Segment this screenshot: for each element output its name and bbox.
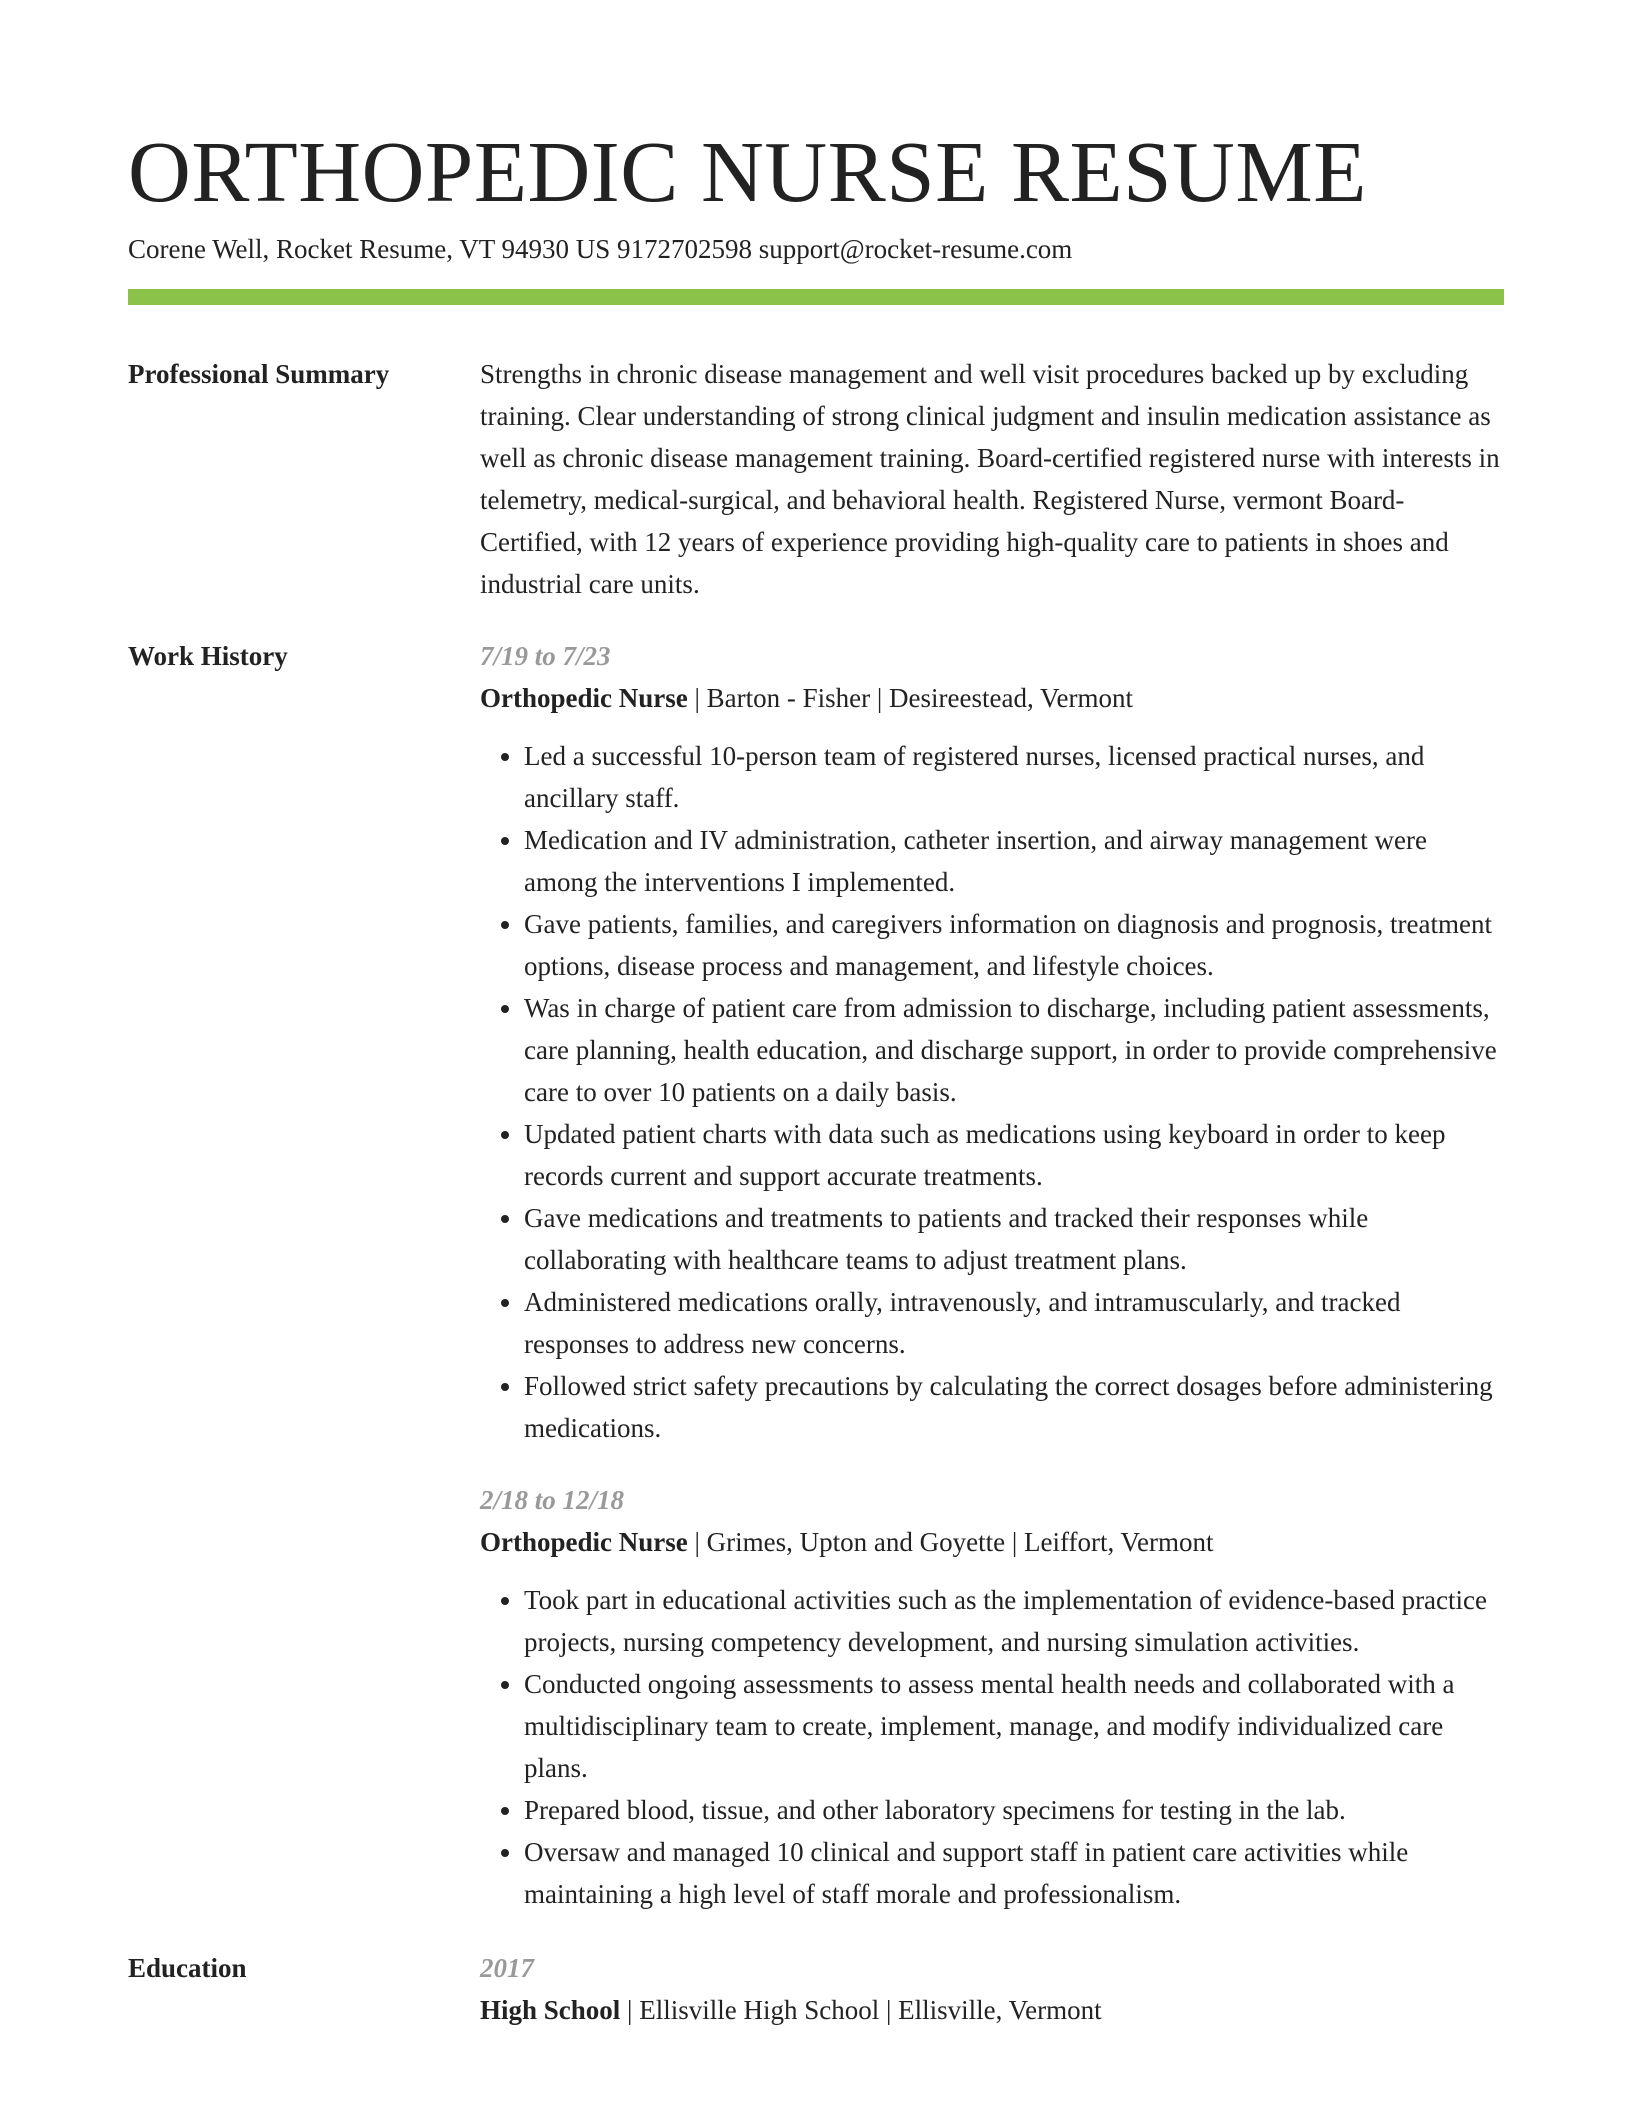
job-bullet-list — [480, 735, 1504, 1449]
list-item: • Updated patient charts with data such as medications using keyboard in order to keep records current and support accurate treatments. — [524, 1113, 1504, 1197]
list-item: • Followed strict safety precautions by calculating the correct dosages before administering medications. — [524, 1365, 1504, 1449]
header-divider — [128, 289, 1504, 305]
list-item: • Gave medications and treatments to patients and tracked their responses while collaborating with healthcare teams to adjust treatment plans. — [524, 1197, 1504, 1281]
education-body — [480, 1947, 1504, 2031]
job-role-line — [480, 677, 1504, 719]
education-section — [128, 1947, 1504, 2031]
list-item: • Oversaw and managed 10 clinical and support staff in patient care activities while maintaining a high level of staff morale and professionalism. — [524, 1831, 1504, 1915]
education-degree: High School — [480, 1995, 621, 2025]
job-role-line — [480, 1521, 1504, 1563]
education-date: 2017 — [480, 1953, 534, 1983]
job-employer-location: | Grimes, Upton and Goyette | Leiffort, Vermont — [687, 1527, 1214, 1557]
education-label: Education — [128, 1953, 247, 1983]
list-item: • Led a successful 10-person team of registered nurses, licensed practical nurses, and ancillary staff. — [524, 735, 1504, 819]
summary-label: Professional Summary — [128, 359, 390, 389]
work-history-section — [128, 635, 1504, 1915]
education-school-location: | Ellisville High School | Ellisville, Vermont — [620, 1995, 1102, 2025]
job-date: 7/19 to 7/23 — [480, 641, 611, 671]
job-bullet-list — [480, 1579, 1504, 1915]
work-history-label: Work History — [128, 641, 288, 671]
list-item: • Took part in educational activities such as the implementation of evidence-based practice projects, nursing competency development, and nursing simulation activities. — [524, 1579, 1504, 1663]
job-entry — [480, 1479, 1504, 1915]
contact-info: Corene Well, Rocket Resume, VT 94930 US 9172702598 support@rocket-resume.com — [128, 234, 1073, 264]
list-item: • Medication and IV administration, catheter insertion, and airway management were among the interventions I implemented. — [524, 819, 1504, 903]
list-item: • Gave patients, families, and caregivers information on diagnosis and prognosis, treatment options, disease process and management, and lifestyle choices. — [524, 903, 1504, 987]
job-title: Orthopedic Nurse — [480, 1527, 688, 1557]
education-degree-line — [480, 1989, 1504, 2031]
summary-text: Strengths in chronic disease management and well visit procedures backed up by excluding training. Clear understanding of strong clinical judgment and insulin medication assistance as well as chronic disease management training. Board-certified registered nurse with interests in telemetry, medical-surgical, and behavioral health. Registered Nurse, vermont Board-Certified, with 12 years of experience providing high-quality care to patients in shoes and industrial care units. — [480, 359, 1500, 599]
job-entry — [480, 635, 1504, 1449]
list-item: • Was in charge of patient care from admission to discharge, including patient assessments, care planning, health education, and discharge support, in order to provide comprehensive care to over 10 patients on a daily basis. — [524, 987, 1504, 1113]
summary-section — [128, 353, 1504, 605]
list-item: • Administered medications orally, intravenously, and intramuscularly, and tracked responses to address new concerns. — [524, 1281, 1504, 1365]
resume-page — [128, 118, 1504, 2031]
job-title: Orthopedic Nurse — [480, 683, 688, 713]
list-item: • Conducted ongoing assessments to assess mental health needs and collaborated with a multidisciplinary team to create, implement, manage, and modify individualized care plans. — [524, 1663, 1504, 1789]
job-date: 2/18 to 12/18 — [480, 1485, 625, 1515]
job-employer-location: | Barton - Fisher | Desireestead, Vermont — [687, 683, 1133, 713]
resume-title: ORTHOPEDIC NURSE RESUME — [128, 123, 1367, 220]
work-history-body — [480, 635, 1504, 1915]
list-item: • Prepared blood, tissue, and other laboratory specimens for testing in the lab. — [524, 1789, 1504, 1831]
